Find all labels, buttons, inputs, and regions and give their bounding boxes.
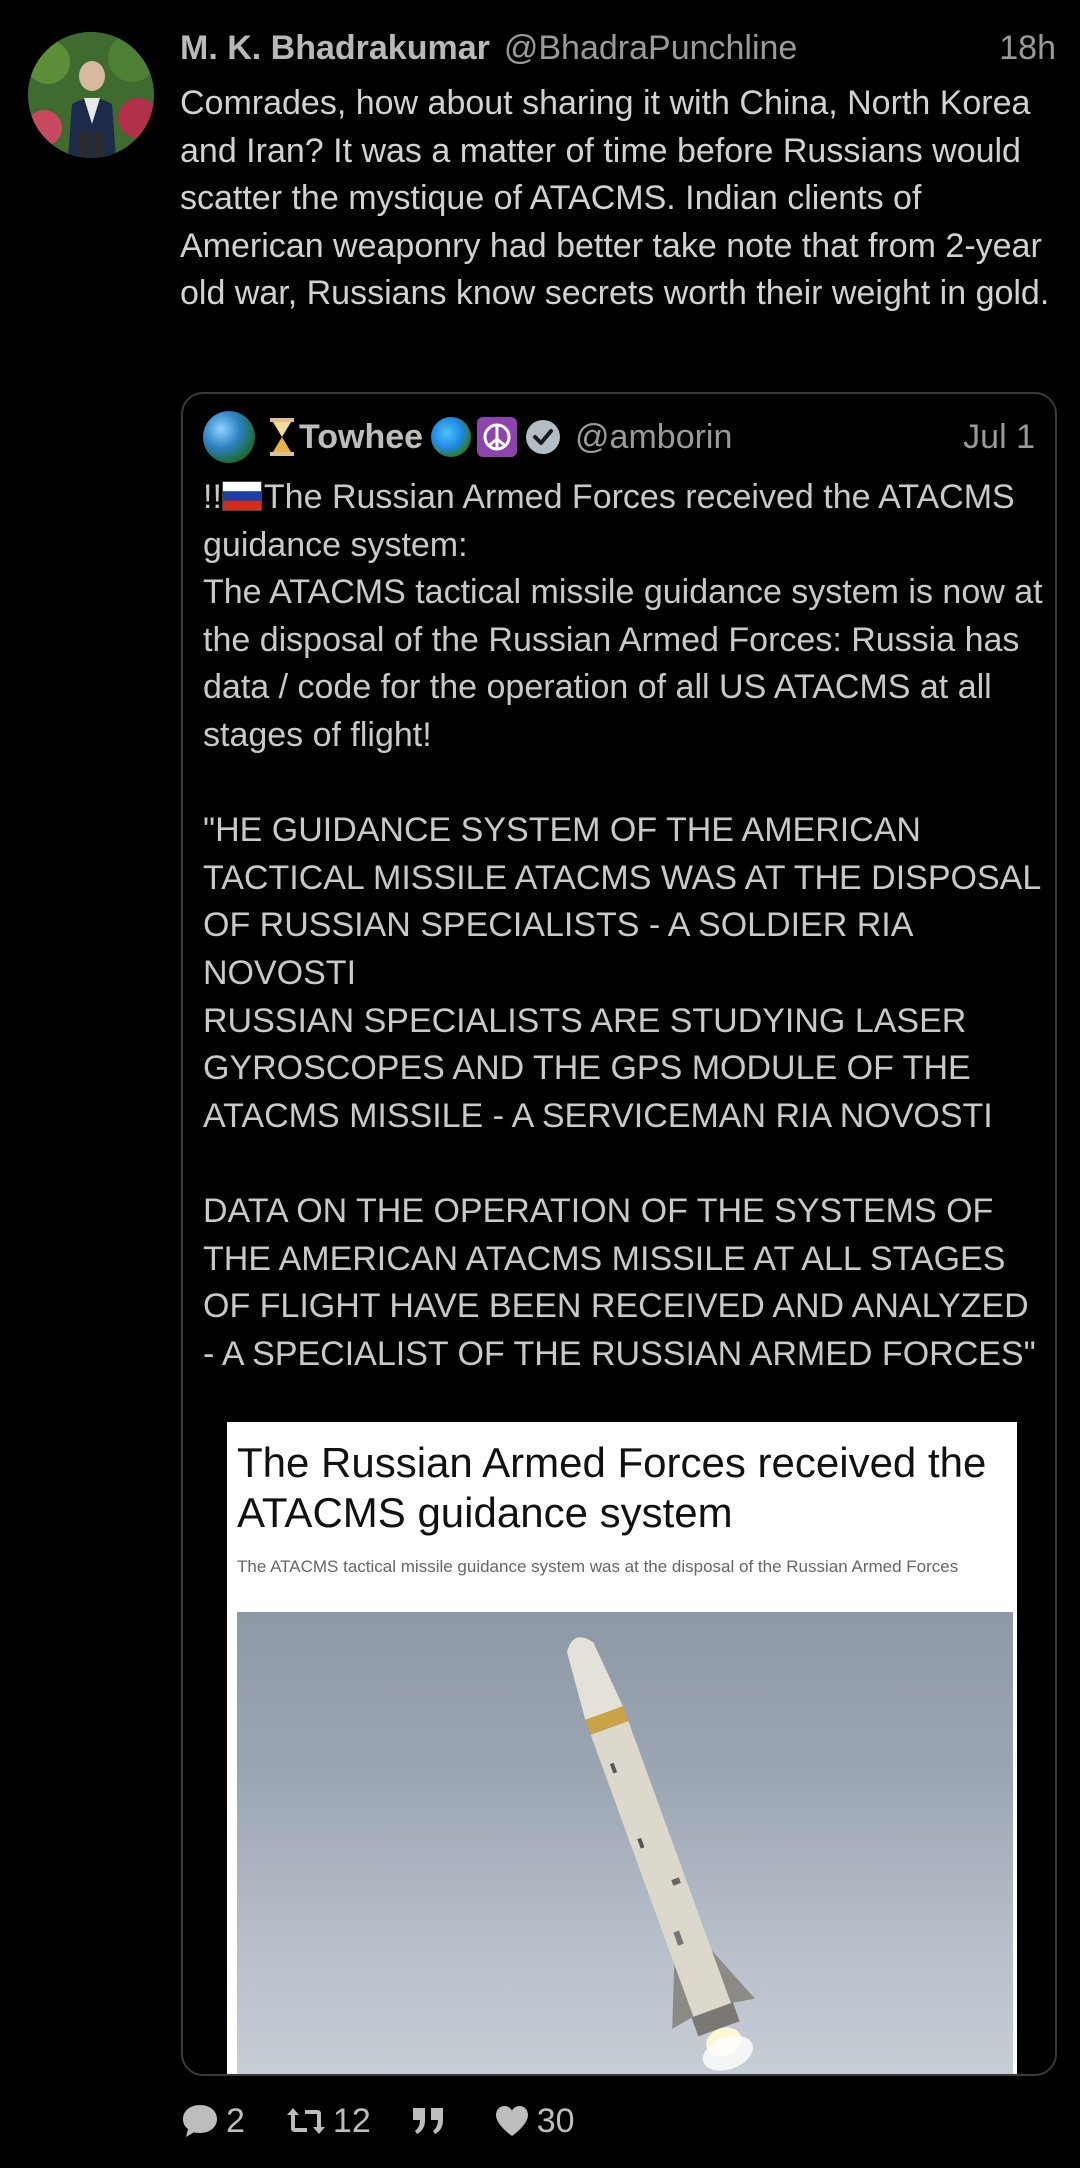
quote-paragraph-3: DATA ON THE OPERATION OF THE SYSTEMS OF THE AMERICAN ATACMS MISSILE AT ALL STAGES OF FLIGHT HAVE BEEN RECEIVED AND ANALYZED - A SPECIALIST OF THE RUSSIAN ARMED FORCES" (203, 1191, 1039, 1373)
retweet-icon (285, 2104, 327, 2138)
verified-badge-icon (525, 419, 561, 455)
author-name[interactable]: M. K. Bhadrakumar (180, 29, 490, 67)
like-button[interactable] (493, 2100, 575, 2142)
author-avatar[interactable] (28, 32, 154, 158)
quoted-tweet-card[interactable] (181, 392, 1057, 2076)
tweet-text: Comrades, how about sharing it with China, North Korea and Iran? It was a matter of time before Russians would scatter the mystique of ATACMS. Indian clients of American weaponry had better take note that from 2-year old war, Russians know secrets worth their weight in gold. (180, 84, 1052, 313)
globe-icon (431, 417, 471, 457)
quote-paragraph-1 (203, 474, 1043, 760)
quote-icon (411, 2106, 447, 2136)
heart-icon (493, 2104, 531, 2138)
quote-button[interactable] (411, 2106, 453, 2136)
quoted-author-avatar[interactable] (203, 411, 255, 463)
hourglass-icon (269, 417, 295, 457)
quote-paragraph-2: "HE GUIDANCE SYSTEM OF THE AMERICAN TACTICAL MISSILE ATACMS WAS AT THE DISPOSAL OF RUSSIAN SPECIALISTS - A SOLDIER RIA NOVOSTI RUSSIAN SPECIALISTS ARE STUDYING LASER GYROSCOPES AND THE GPS MODULE OF THE ATACMS MISSILE - A SERVICEMAN RIA NOVOSTI (203, 811, 1040, 1135)
reply-icon (180, 2102, 220, 2140)
quoted-tweet-text (203, 474, 1043, 1378)
retweet-count: 12 (332, 2102, 371, 2140)
missile-photo (237, 1612, 1013, 2076)
retweet-button[interactable] (285, 2100, 371, 2142)
quote-paragraph-1-text: The Russian Armed Forces received the ATACMS guidance system: The ATACMS tactical missile guidance system is now at the disposal of the Russian Armed Forces: Russia has data / code for the operation of all US ATACMS at all stages of flight! (203, 478, 1043, 754)
peace-symbol-icon (477, 417, 517, 457)
reply-button[interactable] (180, 2100, 245, 2142)
tweet-actions (180, 2100, 615, 2142)
author-handle[interactable]: @BhadraPunchline (503, 29, 798, 67)
quoted-author-name[interactable]: Towhee (299, 417, 424, 456)
quoted-author-handle[interactable]: @amborin (575, 417, 733, 456)
reply-count: 2 (226, 2102, 245, 2140)
tweet-timestamp[interactable]: 18h (999, 29, 1056, 67)
russia-flag-icon (222, 481, 262, 511)
quoted-tweet-timestamp[interactable]: Jul 1 (963, 417, 1035, 456)
quote-prefix: !! (203, 478, 222, 516)
like-count: 30 (536, 2102, 575, 2140)
article-image[interactable] (227, 1422, 1017, 2076)
tweet-header (180, 26, 1056, 70)
article-title: The Russian Armed Forces received the ATACMS guidance system (237, 1439, 987, 1536)
article-subtitle: The ATACMS tactical missile guidance system was at the disposal of the Russian Armed Forces (237, 1557, 959, 1576)
quoted-tweet-header (203, 408, 1035, 466)
